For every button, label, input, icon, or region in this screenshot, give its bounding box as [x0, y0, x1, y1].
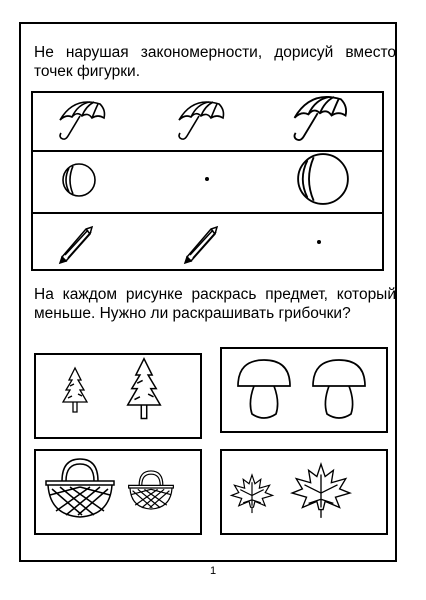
page-number: 1	[209, 565, 217, 577]
pencil-icon	[56, 221, 98, 265]
ball-icon	[61, 162, 97, 198]
fir-tree-icon	[60, 366, 90, 416]
basket-icon	[126, 468, 176, 512]
ball-icon	[295, 151, 351, 207]
fir-tree-icon	[122, 356, 166, 424]
umbrella-icon	[56, 96, 108, 146]
basket-icon	[42, 455, 118, 521]
maple-leaf-icon	[230, 473, 274, 515]
task-1-text: Не нарушая закономерности, дорисуй вместо точек фигурки.	[34, 44, 396, 80]
umbrella-icon	[175, 96, 227, 146]
maple-leaf-icon	[290, 462, 352, 520]
umbrella-icon	[289, 90, 351, 148]
pencil-icon	[181, 221, 223, 265]
mushroom-icon	[234, 356, 294, 426]
grid-row-separator	[33, 212, 382, 214]
missing-figure-dot	[205, 177, 209, 181]
missing-figure-dot	[317, 240, 321, 244]
mushroom-icon	[309, 356, 369, 426]
task-2-text: На каждом рисунке раскрась предмет, который меньше. Нужно ли раскрашивать грибочки?	[34, 286, 396, 322]
